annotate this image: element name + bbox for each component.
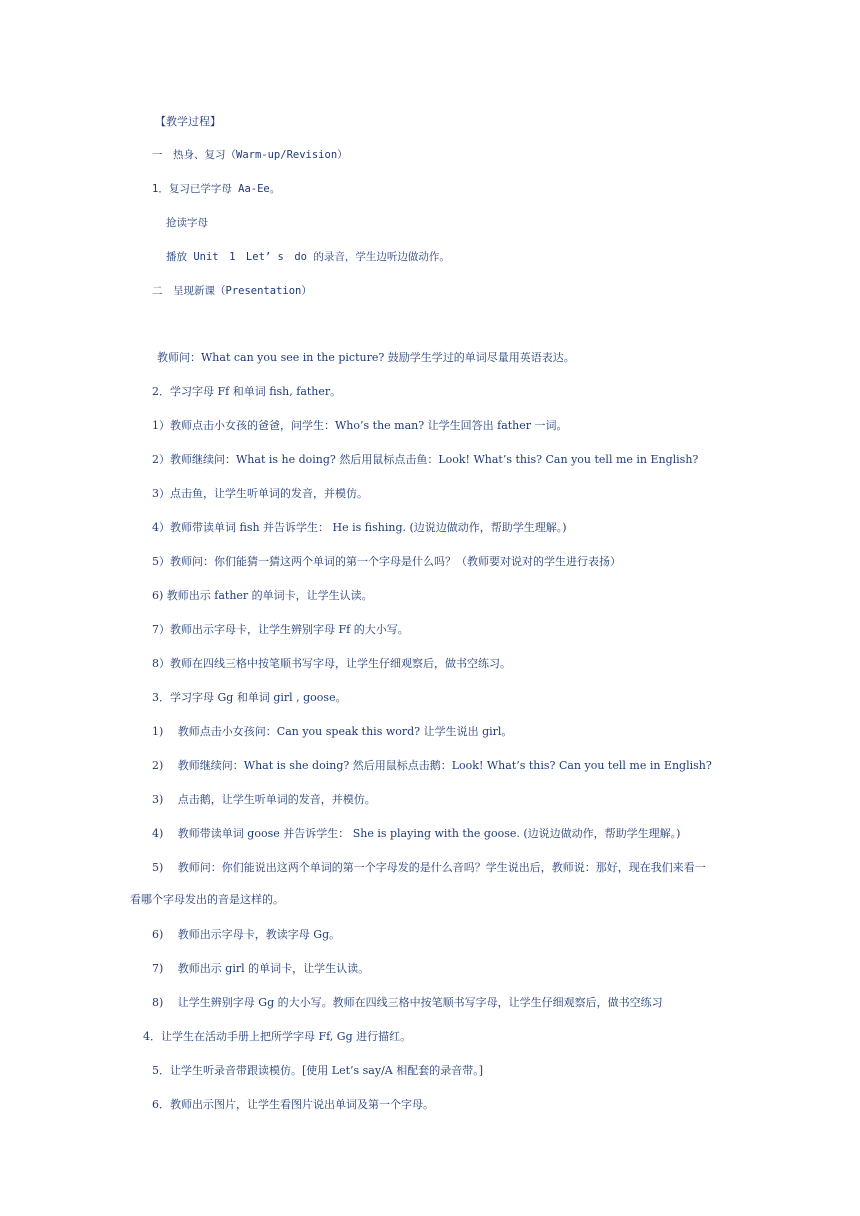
teaching-process-heading: 【教学过程】 <box>155 115 221 128</box>
gg-step-7: 7) 教师出示 girl 的单词卡，让学生认读。 <box>152 962 370 975</box>
ff-step-8: 8）教师在四线三格中按笔顺书写字母，让学生仔细观察后，做书空练习。 <box>152 657 511 670</box>
gg-step-2: 2) 教师继续问：What is she doing? 然后用鼠标点击鹅：Look! What’s this? Can you tell me in English? <box>152 759 712 772</box>
ff-step-7: 7）教师出示字母卡，让学生辨别字母 Ff 的大小写。 <box>152 623 409 636</box>
gg-step-1: 1) 教师点击小女孩问：Can you speak this word? 让学生说出 girl。 <box>152 725 513 738</box>
ff-step-5: 5）教师问：你们能猜一猜这两个单词的第一个字母是什么吗？（教师要对说对的学生进行表扬） <box>152 555 621 568</box>
ff-step-1: 1）教师点击小女孩的爸爸，问学生：Who’s the man? 让学生回答出 father 一词。 <box>152 419 568 432</box>
section-presentation-heading: 二 呈现新课（Presentation） <box>152 285 312 297</box>
ff-step-4: 4）教师带读单词 fish 并告诉学生： He is fishing. (边说边做动作，帮助学生理解。) <box>152 521 567 534</box>
gg-step-5-continued: 看哪个字母发出的音是这样的。 <box>130 893 284 906</box>
section-warmup-heading: 一 热身、复习（Warm-up/Revision） <box>152 149 348 161</box>
ff-step-3: 3）点击鱼，让学生听单词的发音，并模仿。 <box>152 487 368 500</box>
learn-gg-item: 3．学习字母 Gg 和单词 girl , goose。 <box>152 691 347 704</box>
show-pictures-item: 6．教师出示图片，让学生看图片说出单词及第一个字母。 <box>152 1098 434 1111</box>
trace-letters-item: 4．让学生在活动手册上把所学字母 Ff, Gg 进行描红。 <box>143 1030 412 1043</box>
review-letters-item: 1．复习已学字母 Aa-Ee。 <box>152 183 281 195</box>
gg-step-8: 8) 让学生辨别字母 Gg 的大小写。教师在四线三格中按笔顺书写字母，让学生仔细观察后，做书空练习 <box>152 996 663 1009</box>
listen-repeat-item: 5．让学生听录音带跟读模仿。[使用 Let’s say/A 相配套的录音带。] <box>152 1064 484 1077</box>
gg-step-3: 3) 点击鹅，让学生听单词的发音，并模仿。 <box>152 793 376 806</box>
gg-step-4: 4) 教师带读单词 goose 并告诉学生： She is playing with the goose. (边说边做动作，帮助学生理解。) <box>152 827 681 840</box>
play-recording-item: 播放 Unit 1 Let’ s do 的录音，学生边听边做动作。 <box>166 251 450 263</box>
ff-step-2: 2）教师继续问：What is he doing? 然后用鼠标点击鱼：Look! What’s this? Can you tell me in English? <box>152 453 699 466</box>
ff-step-6: 6) 教师出示 father 的单词卡，让学生认读。 <box>152 589 373 602</box>
gg-step-5: 5) 教师问：你们能说出这两个单词的第一个字母发的是什么音吗？学生说出后，教师说：那好，现在我们来看一 <box>152 861 706 874</box>
teacher-question-intro: 教师问：What can you see in the picture? 鼓励学生学过的单词尽量用英语表达。 <box>157 351 575 364</box>
letter-race-item: 抢读字母 <box>166 217 208 229</box>
learn-ff-item: 2．学习字母 Ff 和单词 fish, father。 <box>152 385 342 398</box>
gg-step-6: 6) 教师出示字母卡，教读字母 Gg。 <box>152 928 341 941</box>
